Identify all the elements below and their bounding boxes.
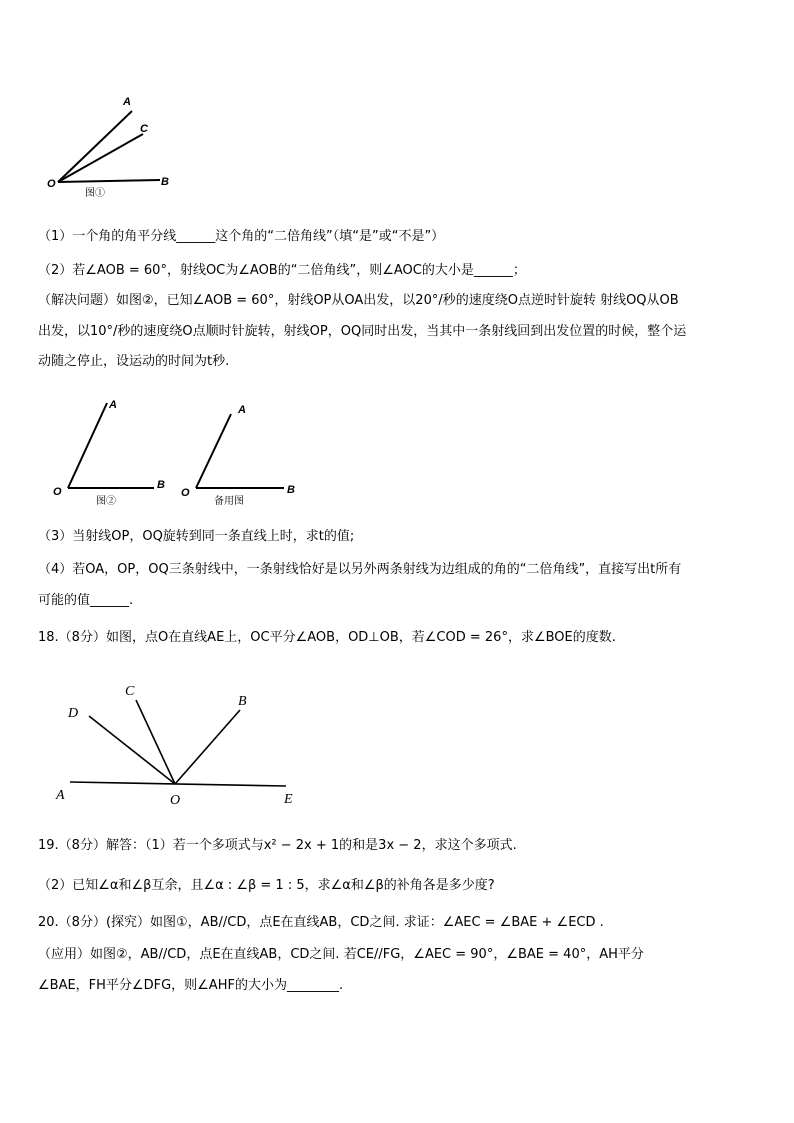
question-20-line-1: 20.（8分）(探究）如图①，AB//CD，点E在直线AB，CD之间. 求证：∠AEC = ∠BAE + ∠ECD . [38, 915, 604, 930]
problem-statement-line-2: 出发，以10°/秒的速度绕O点顺时针旋转，射线OP，OQ同时出发，当其中一条射线回到出发位置的时候，整个运 [38, 324, 687, 339]
label-e: E [284, 792, 293, 807]
question-20-line-2: （应用）如图②，AB//CD，点E在直线AB，CD之间. 若CE//FG，∠AEC = 90°，∠BAE = 40°，AH平分 [38, 947, 644, 962]
label-a: A [123, 96, 131, 108]
figure-backup [178, 392, 302, 512]
label-c: C [140, 123, 148, 135]
figure-1 [40, 92, 190, 204]
question-19-part-1: 19.（8分）解答：（1）若一个多项式与x² − 2x + 1的和是3x − 2，求这个多项式. [38, 838, 517, 853]
label-b: B [238, 694, 247, 709]
figure-caption: 图② [96, 496, 116, 507]
label-o: O [170, 793, 181, 808]
ray-oa [68, 403, 107, 488]
question-part-3: （3）当射线OP，OQ旋转到同一条直线上时，求t的值; [38, 529, 355, 544]
question-18: 18.（8分）如图，点O在直线AE上，OC平分∠AOB，OD⊥OB，若∠COD = 26°，求∠BOE的度数. [38, 630, 616, 645]
figure-caption: 图① [85, 188, 105, 199]
question-part-1: （1）一个角的角平分线______这个角的“二倍角线”（填“是”或“不是”） [38, 229, 445, 244]
label-b: B [161, 176, 169, 188]
label-c: C [125, 684, 135, 699]
figure-18 [50, 676, 310, 810]
question-part-4-line-2: 可能的值______. [38, 593, 134, 608]
question-part-4-line-1: （4）若OA，OP，OQ三条射线中，一条射线恰好是以另外两条射线为边组成的角的“二倍角线”，直接写出t所有 [38, 562, 682, 577]
ray-ob [175, 710, 240, 784]
ray-ob [58, 180, 160, 182]
figure-2 [48, 392, 178, 512]
label-o: O [53, 486, 62, 498]
label-d: D [68, 706, 79, 721]
figure-caption: 备用图 [214, 496, 244, 507]
problem-statement-line-1: （解决问题）如图②，已知∠AOB = 60°，射线OP从OA出发，以20°/秒的速度绕O点逆时针旋转 射线OQ从OB [38, 293, 679, 308]
label-b: B [157, 479, 165, 491]
question-19-part-2: （2）已知∠α和∠β互余，且∠α : ∠β = 1 : 5，求∠α和∠β的补角各是多少度? [38, 878, 495, 893]
line-ae [70, 782, 286, 786]
label-a: A [109, 399, 117, 411]
question-20-line-3: ∠BAE，FH平分∠DFG，则∠AHF的大小为________. [38, 978, 344, 993]
label-o: O [181, 487, 190, 499]
label-o: O [47, 178, 56, 190]
label-a: A [56, 788, 65, 803]
label-b: B [287, 484, 295, 496]
question-part-2: （2）若∠AOB = 60°，射线OC为∠AOB的“二倍角线”，则∠AOC的大小是______； [38, 263, 526, 278]
ray-oa [196, 414, 231, 488]
label-a: A [238, 404, 246, 416]
problem-statement-line-3: 动随之停止，设运动的时间为t秒. [38, 354, 230, 369]
ray-od [89, 716, 175, 784]
ray-oc [136, 700, 175, 784]
